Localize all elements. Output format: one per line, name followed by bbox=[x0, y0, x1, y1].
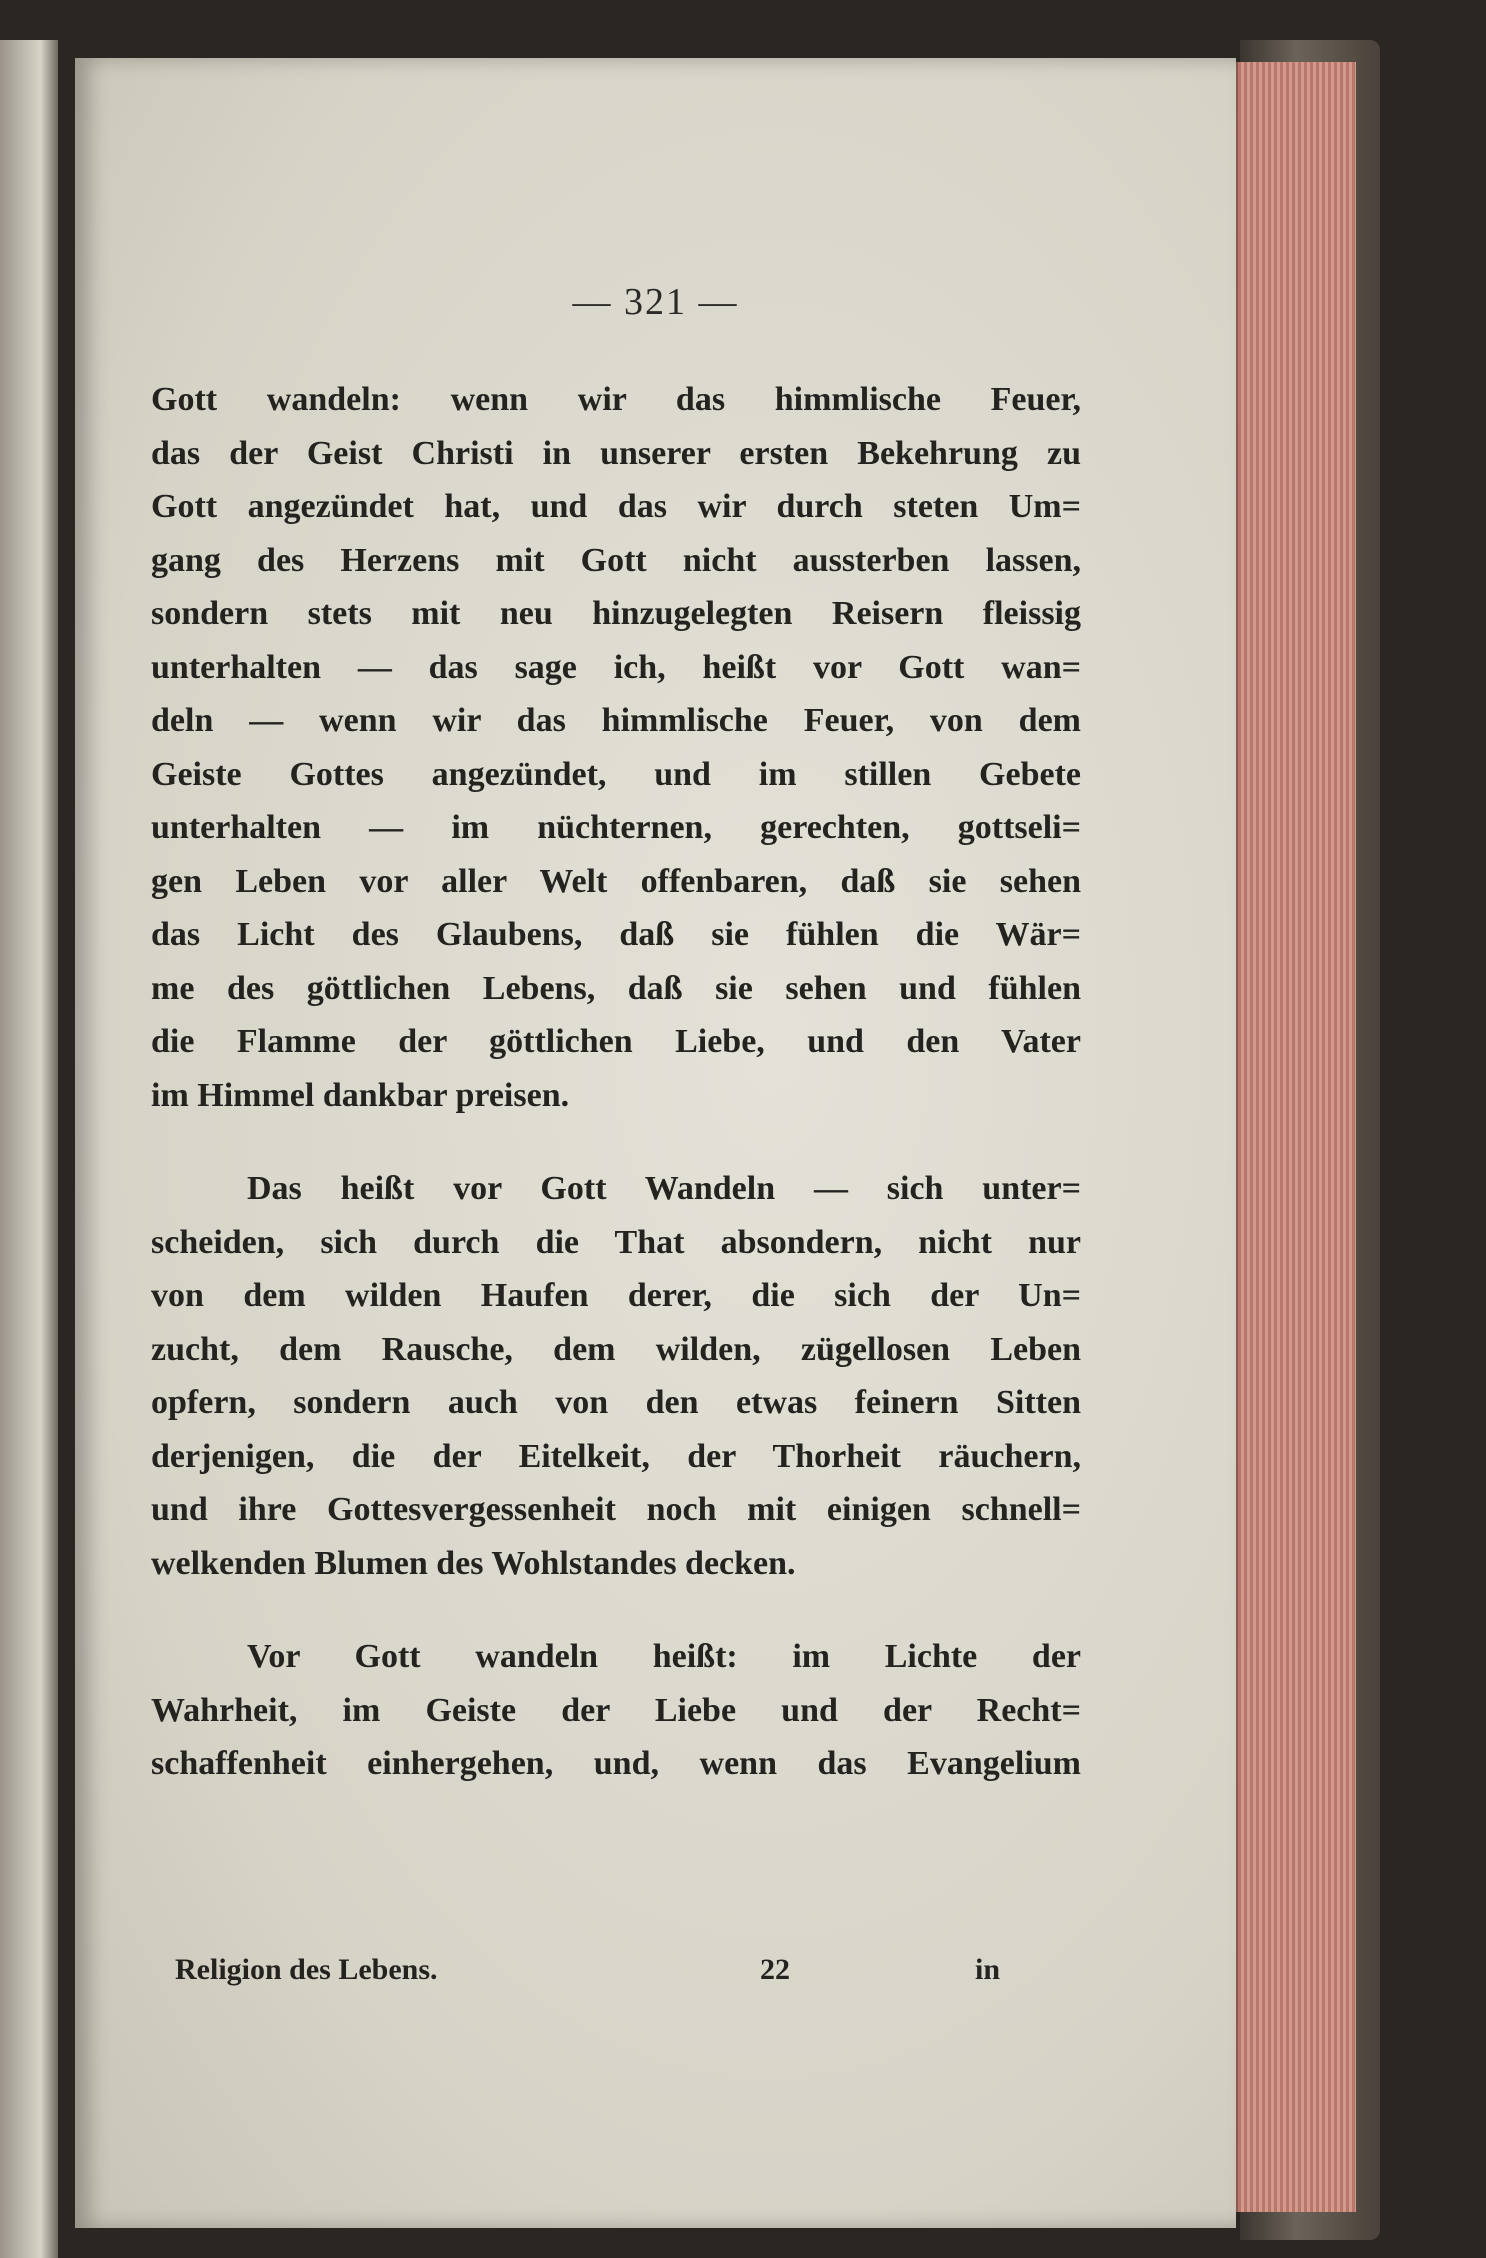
catchword: in bbox=[975, 1953, 1001, 1986]
book-page bbox=[75, 58, 1236, 2228]
text-line: im Himmel dankbar preisen. bbox=[151, 1076, 570, 1114]
text-line: unterhalten — im nüchternen, gerechten, gottseli= bbox=[151, 809, 1081, 846]
text-line: deln — wenn wir das himmlische Feuer, von dem bbox=[151, 702, 1081, 739]
text-line: gen Leben vor aller Welt offenbaren, daß sie sehen bbox=[151, 862, 1081, 900]
facing-page-edge bbox=[0, 40, 58, 2258]
text-line: Gott wandeln: wenn wir das himmlische Feuer, bbox=[151, 381, 1081, 418]
body-text bbox=[151, 373, 1081, 1791]
page-edges bbox=[1236, 62, 1356, 2212]
text-line: Das heißt vor Gott Wandeln — sich unter= bbox=[247, 1170, 1081, 1207]
text-line: scheiden, sich durch die That absondern, nicht nur bbox=[151, 1223, 1081, 1261]
text-line: sondern stets mit neu hinzugelegten Reisern fleissig bbox=[151, 595, 1081, 632]
text-line: von dem wilden Haufen derer, die sich der Un= bbox=[151, 1277, 1081, 1314]
text-line: schaffenheit einhergehen, und, wenn das Evangelium bbox=[151, 1745, 1081, 1782]
text-line: das der Geist Christi in unserer ersten Bekehrung zu bbox=[151, 434, 1081, 472]
paragraph-gap bbox=[151, 1122, 1081, 1162]
text-line: gang des Herzens mit Gott nicht aussterben lassen, bbox=[151, 541, 1081, 579]
paragraph-gap bbox=[151, 1590, 1081, 1630]
page-number-header: — 321 — bbox=[572, 281, 739, 323]
text-line: Vor Gott wandeln heißt: im Lichte der bbox=[247, 1638, 1081, 1675]
text-line: welkenden Blumen des Wohlstandes decken. bbox=[151, 1544, 796, 1582]
text-line: Geiste Gottes angezündet, und im stillen Gebete bbox=[151, 755, 1081, 793]
text-line: Gott angezündet hat, und das wir durch steten Um= bbox=[151, 488, 1081, 525]
text-line: unterhalten — das sage ich, heißt vor Gott wan= bbox=[151, 648, 1081, 686]
text-line: Wahrheit, im Geiste der Liebe und der Recht= bbox=[151, 1691, 1081, 1729]
text-line: die Flamme der göttlichen Liebe, und den Vater bbox=[151, 1023, 1081, 1060]
text-line: me des göttlichen Lebens, daß sie sehen und fühlen bbox=[151, 969, 1081, 1007]
text-line: derjenigen, die der Eitelkeit, der Thorheit räuchern, bbox=[151, 1437, 1081, 1475]
signature-line: Religion des Lebens. bbox=[175, 1953, 438, 1986]
text-line: opfern, sondern auch von den etwas feinern Sitten bbox=[151, 1384, 1081, 1421]
text-line: zucht, dem Rausche, dem wilden, zügellosen Leben bbox=[151, 1330, 1081, 1368]
text-line: und ihre Gottesvergessenheit noch mit einigen schnell= bbox=[151, 1491, 1081, 1528]
sheet-number: 22 bbox=[760, 1953, 790, 1986]
text-line: das Licht des Glaubens, daß sie fühlen die Wär= bbox=[151, 916, 1081, 953]
